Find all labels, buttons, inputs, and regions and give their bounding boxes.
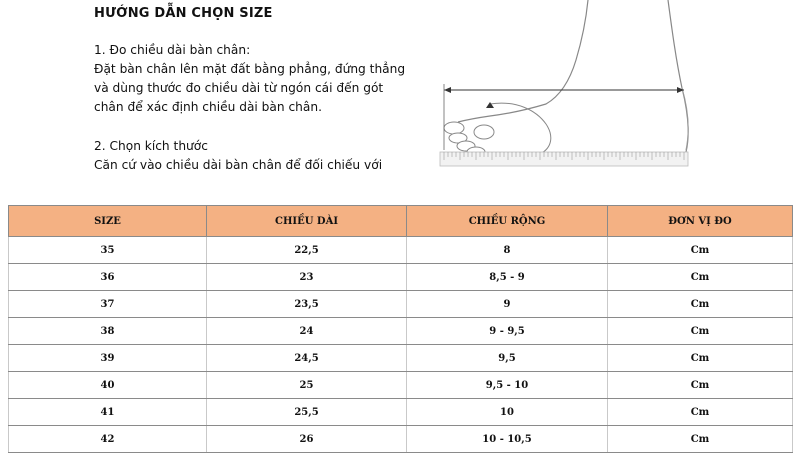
- step2-heading: 2. Chọn kích thước: [94, 139, 208, 153]
- table-row: [9, 291, 793, 318]
- cell-length: 24: [207, 318, 407, 345]
- spacer: [94, 117, 424, 137]
- table-row: [9, 426, 793, 453]
- cell-length: 23,5: [207, 291, 407, 318]
- step1-line1: Đặt bàn chân lên mặt đất bằng phẳng, đứng thẳng: [94, 62, 406, 76]
- cell-width: 8,5 - 9: [407, 264, 608, 291]
- cell-width: 8: [407, 237, 608, 264]
- cell-width: 9: [407, 291, 608, 318]
- foot-measurement-illustration: [436, 0, 696, 172]
- step1-heading: 1. Đo chiều dài bàn chân:: [94, 43, 251, 57]
- cell-unit: Cm: [608, 426, 793, 453]
- cell-width: 9 - 9,5: [407, 318, 608, 345]
- foot-icon: [436, 0, 696, 172]
- size-guide: [94, 6, 424, 175]
- size-chart-table: [8, 205, 793, 453]
- cell-length: 24,5: [207, 345, 407, 372]
- table-row: [9, 399, 793, 426]
- cell-width: 9,5: [407, 345, 608, 372]
- step2-line1: Căn cứ vào chiều dài bàn chân để đối chiếu với: [94, 158, 383, 172]
- table-row: [9, 345, 793, 372]
- cell-width: 9,5 - 10: [407, 372, 608, 399]
- cell-length: 22,5: [207, 237, 407, 264]
- header-length: CHIỀU DÀI: [207, 206, 407, 237]
- cell-size: 41: [9, 399, 207, 426]
- step1-line3: chân để xác định chiều dài bàn chân.: [94, 100, 322, 114]
- cell-unit: Cm: [608, 345, 793, 372]
- table-row: [9, 318, 793, 345]
- cell-length: 23: [207, 264, 407, 291]
- table-row: [9, 237, 793, 264]
- cell-size: 42: [9, 426, 207, 453]
- cell-size: 35: [9, 237, 207, 264]
- table-row: [9, 264, 793, 291]
- cell-size: 37: [9, 291, 207, 318]
- cell-width: 10 - 10,5: [407, 426, 608, 453]
- cell-unit: Cm: [608, 291, 793, 318]
- cell-size: 36: [9, 264, 207, 291]
- cell-unit: Cm: [608, 318, 793, 345]
- guide-title: HƯỚNG DẪN CHỌN SIZE: [94, 6, 273, 21]
- cell-unit: Cm: [608, 372, 793, 399]
- header-width: CHIỀU RỘNG: [407, 206, 608, 237]
- cell-unit: Cm: [608, 237, 793, 264]
- cell-size: 38: [9, 318, 207, 345]
- cell-unit: Cm: [608, 399, 793, 426]
- header-unit: ĐƠN VỊ ĐO: [608, 206, 793, 237]
- table-header-row: [9, 206, 793, 237]
- cell-length: 25: [207, 372, 407, 399]
- cell-length: 25,5: [207, 399, 407, 426]
- cell-size: 39: [9, 345, 207, 372]
- cell-length: 26: [207, 426, 407, 453]
- cell-unit: Cm: [608, 264, 793, 291]
- cell-size: 40: [9, 372, 207, 399]
- step1-line2: và dùng thước đo chiều dài từ ngón cái đến gót: [94, 81, 384, 95]
- cell-width: 10: [407, 399, 608, 426]
- table-row: [9, 372, 793, 399]
- header-size: SIZE: [9, 206, 207, 237]
